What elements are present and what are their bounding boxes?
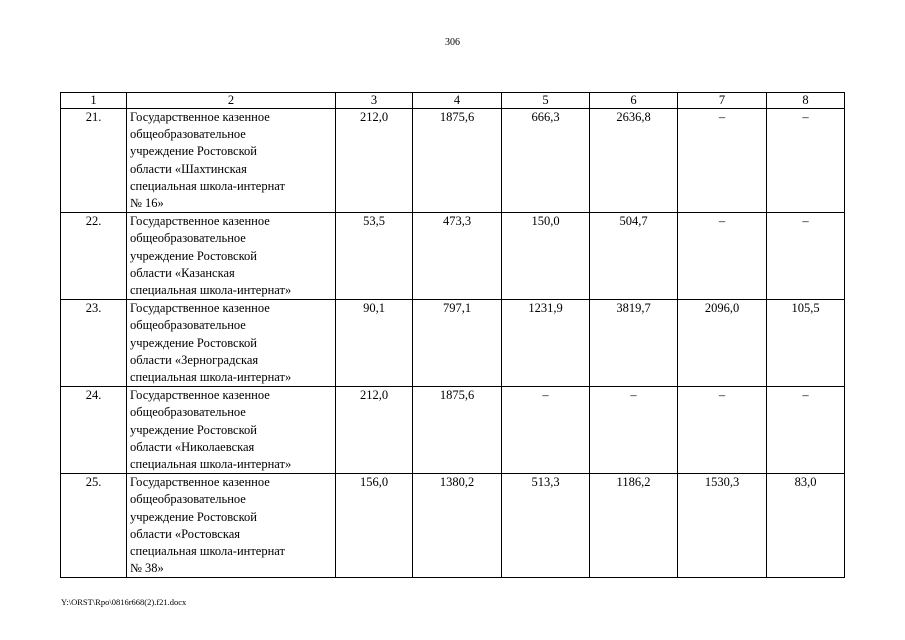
table-row — [61, 109, 845, 213]
table-row — [61, 213, 845, 300]
institution-name-line: области «Николаевская — [130, 439, 255, 454]
institution-name-line: Государственное казенное — [130, 214, 270, 229]
row-number-cell: 21. — [61, 109, 127, 213]
institution-name-line: Государственное казенное — [130, 475, 270, 490]
institution-name-line: области «Шахтинская — [130, 161, 247, 176]
institution-name-line: общеобразовательное — [130, 405, 246, 420]
footer-file-path: Y:\ORST\Rpo\0816r668(2).f21.docx — [61, 597, 187, 607]
value-cell-col-5: 513,3 — [502, 474, 590, 578]
row-number-cell: 22. — [61, 213, 127, 300]
institution-name-line: учреждение Ростовской — [130, 144, 257, 159]
value-cell-col-6: – — [590, 387, 678, 474]
value-cell-col-6: 1186,2 — [590, 474, 678, 578]
table-row — [61, 474, 845, 578]
value-cell-col-8: – — [767, 387, 845, 474]
institution-name-line: учреждение Ростовской — [130, 509, 257, 524]
institution-name-line: учреждение Ростовской — [130, 422, 257, 437]
value-cell-col-5: 666,3 — [502, 109, 590, 213]
institution-name-line: общеобразовательное — [130, 492, 246, 507]
institution-name-line: общеобразовательное — [130, 318, 246, 333]
value-cell-col-8: 83,0 — [767, 474, 845, 578]
value-cell-col-4: 1875,6 — [413, 387, 502, 474]
value-cell-col-7: 1530,3 — [678, 474, 767, 578]
value-cell-col-6: 504,7 — [590, 213, 678, 300]
value-cell-col-3: 212,0 — [336, 109, 413, 213]
institution-name-line: специальная школа-интернат — [130, 178, 285, 193]
row-number-cell: 25. — [61, 474, 127, 578]
value-cell-col-3: 156,0 — [336, 474, 413, 578]
table-row — [61, 387, 845, 474]
column-header: 5 — [502, 93, 590, 109]
value-cell-col-4: 797,1 — [413, 300, 502, 387]
institution-name-line: Государственное казенное — [130, 110, 270, 124]
institution-name-line: № 38» — [130, 561, 164, 576]
institution-name-line: общеобразовательное — [130, 127, 246, 142]
table-header-row — [61, 93, 845, 109]
institution-name-line: общеобразовательное — [130, 231, 246, 246]
institution-name-line: Государственное казенное — [130, 301, 270, 316]
institution-name-line: области «Ростовская — [130, 526, 241, 541]
column-header: 6 — [590, 93, 678, 109]
row-number-cell: 23. — [61, 300, 127, 387]
institution-name-line: области «Зерноградская — [130, 352, 259, 367]
institution-name-line: учреждение Ростовской — [130, 248, 257, 263]
column-header: 8 — [767, 93, 845, 109]
institution-name-line: специальная школа-интернат» — [130, 370, 292, 385]
value-cell-col-7: – — [678, 387, 767, 474]
value-cell-col-3: 212,0 — [336, 387, 413, 474]
value-cell-col-5: 150,0 — [502, 213, 590, 300]
value-cell-col-8: 105,5 — [767, 300, 845, 387]
column-header: 2 — [127, 93, 336, 109]
institution-name-cell — [127, 213, 336, 300]
data-table — [60, 92, 845, 578]
value-cell-col-7: 2096,0 — [678, 300, 767, 387]
institution-name-line: специальная школа-интернат — [130, 544, 285, 559]
value-cell-col-3: 53,5 — [336, 213, 413, 300]
value-cell-col-5: 1231,9 — [502, 300, 590, 387]
value-cell-col-3: 90,1 — [336, 300, 413, 387]
institution-name-cell — [127, 300, 336, 387]
column-header: 4 — [413, 93, 502, 109]
value-cell-col-4: 473,3 — [413, 213, 502, 300]
institution-name-cell — [127, 474, 336, 578]
table-body — [61, 93, 845, 578]
institution-name-cell — [127, 387, 336, 474]
column-header: 1 — [61, 93, 127, 109]
value-cell-col-6: 3819,7 — [590, 300, 678, 387]
institution-name-line: учреждение Ростовской — [130, 335, 257, 350]
institution-name-line: № 16» — [130, 196, 164, 211]
page-number: 306 — [445, 37, 460, 48]
value-cell-col-6: 2636,8 — [590, 109, 678, 213]
table-row — [61, 300, 845, 387]
row-number-cell: 24. — [61, 387, 127, 474]
value-cell-col-7: – — [678, 213, 767, 300]
institution-name-line: специальная школа-интернат» — [130, 283, 292, 298]
institution-name-line: специальная школа-интернат» — [130, 457, 292, 472]
column-header: 3 — [336, 93, 413, 109]
value-cell-col-7: – — [678, 109, 767, 213]
value-cell-col-8: – — [767, 109, 845, 213]
institution-name-line: области «Казанская — [130, 265, 235, 280]
value-cell-col-5: – — [502, 387, 590, 474]
value-cell-col-4: 1875,6 — [413, 109, 502, 213]
value-cell-col-4: 1380,2 — [413, 474, 502, 578]
value-cell-col-8: – — [767, 213, 845, 300]
institution-name-line: Государственное казенное — [130, 388, 270, 403]
institution-name-cell — [127, 109, 336, 213]
column-header: 7 — [678, 93, 767, 109]
